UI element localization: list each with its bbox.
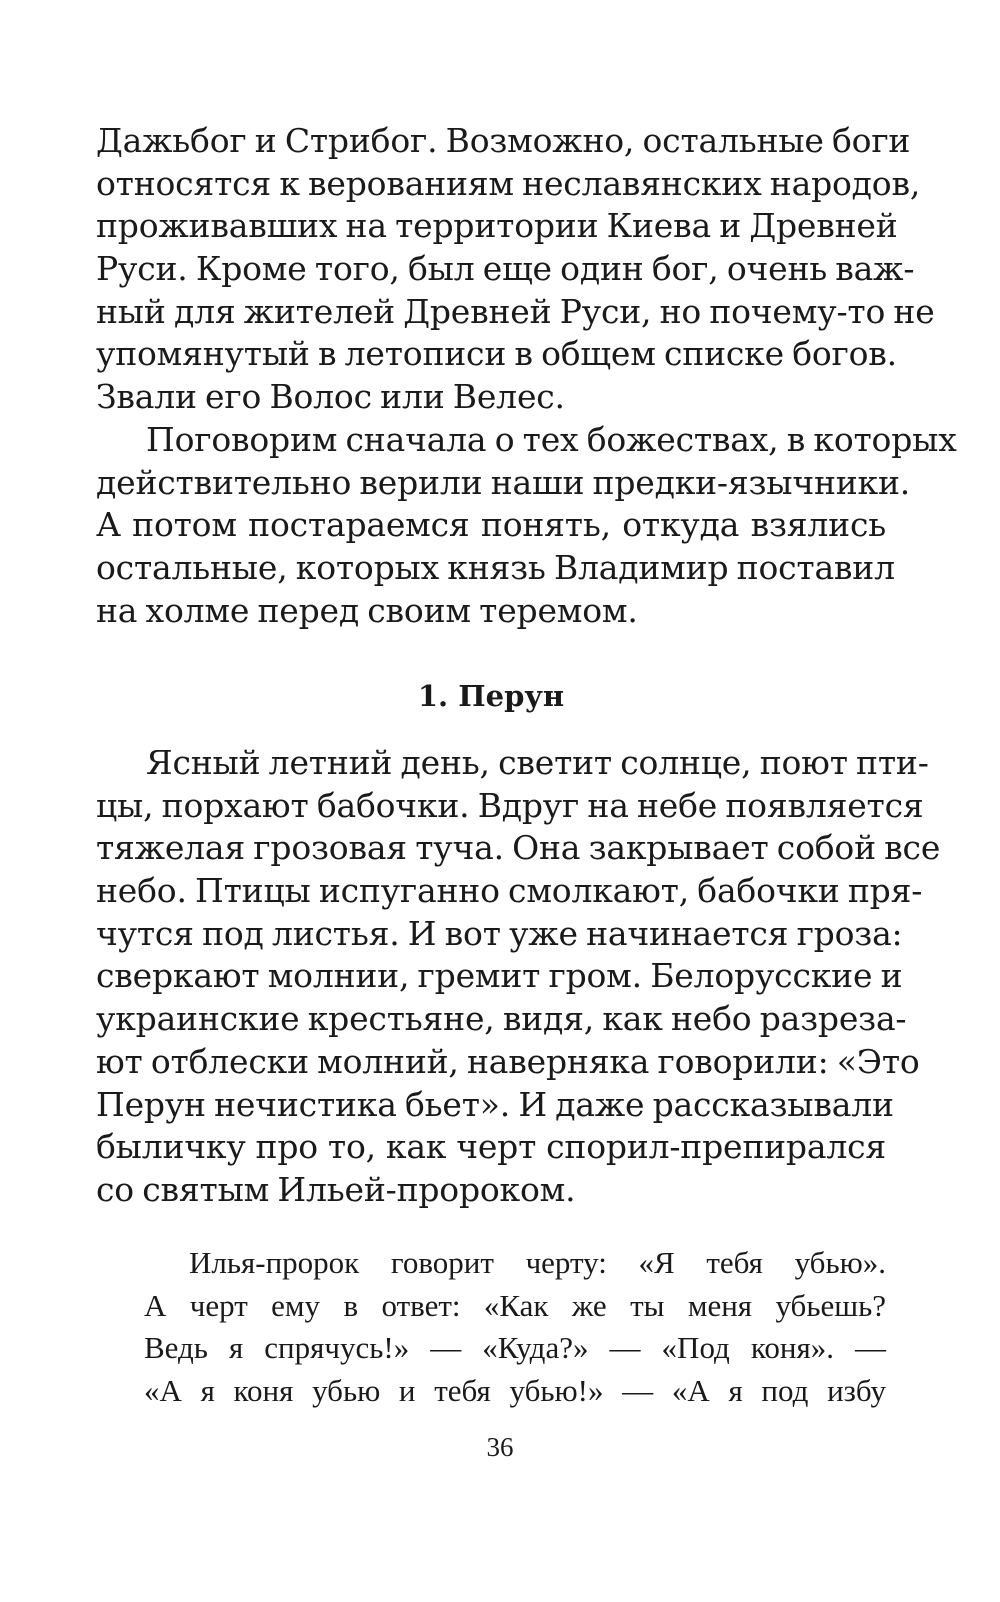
text-line: А потом постараемся понять, откуда взялись bbox=[96, 505, 886, 545]
quote-line: «А я коня убью и тебя убью!» — «А я под избу bbox=[144, 1373, 886, 1409]
text-line: ный для жителей Древней Руси, но почему-то не bbox=[96, 291, 935, 331]
text-line: Руси. Кроме того, был еще один бог, очень важ- bbox=[96, 249, 915, 289]
text-line: со святым Ильей-пророком. bbox=[96, 1169, 576, 1209]
page-number: 36 bbox=[486, 1432, 514, 1462]
quote-line: Ведь я спрячусь!» — «Куда?» — «Под коня». — bbox=[144, 1330, 886, 1366]
text-line: ют отблески молний, наверняка говорили: «Это bbox=[96, 1041, 920, 1081]
text-line: Звали его Волос или Велес. bbox=[96, 377, 565, 417]
text-line: относятся к верованиям неславянских народов, bbox=[96, 163, 921, 203]
section-heading: 1. Перун bbox=[417, 679, 565, 713]
text-line: Поговорим сначала о тех божествах, в которых bbox=[146, 419, 957, 459]
paragraph-1 bbox=[96, 120, 957, 632]
quote-line: Илья-пророк говорит черту: «Я тебя убью». bbox=[189, 1245, 886, 1280]
text-line: Ясный летний день, светит солнце, поют пти- bbox=[146, 743, 929, 782]
text-line: тяжелая грозовая туча. Она закрывает собой все bbox=[96, 828, 941, 868]
quote-block bbox=[144, 1242, 886, 1413]
text-line: быличку про то, как черт спорил-препирался bbox=[96, 1127, 886, 1167]
text-line: украинские крестьяне, видя, как небо разреза- bbox=[96, 999, 907, 1039]
text-line: на холме перед своим теремом. bbox=[96, 590, 638, 630]
text-line: сверкают молнии, гремит гром. Белорусские и bbox=[96, 956, 903, 996]
text-line: упомянутый в летописи в общем списке богов. bbox=[96, 334, 897, 374]
text-line: действительно верили наши предки-язычники. bbox=[96, 462, 911, 502]
text-line: Дажьбог и Стрибог. Возможно, остальные боги bbox=[96, 121, 911, 160]
text-line: чутся под листья. И вот уже начинается гроза: bbox=[96, 913, 903, 953]
text-line: Перун нечистика бьет». И даже рассказывали bbox=[96, 1084, 894, 1124]
paragraph-3 bbox=[96, 742, 941, 1212]
text-line: проживавших на территории Киева и Древней bbox=[96, 206, 898, 246]
quote-line: А черт ему в ответ: «Как же ты меня убьешь? bbox=[144, 1287, 886, 1323]
text-line: остальные, которых князь Владимир поставил bbox=[96, 547, 895, 587]
text-line: небо. Птицы испуганно смолкают, бабочки пря- bbox=[96, 871, 923, 911]
text-line: цы, порхают бабочки. Вдруг на небе появляется bbox=[96, 785, 924, 825]
